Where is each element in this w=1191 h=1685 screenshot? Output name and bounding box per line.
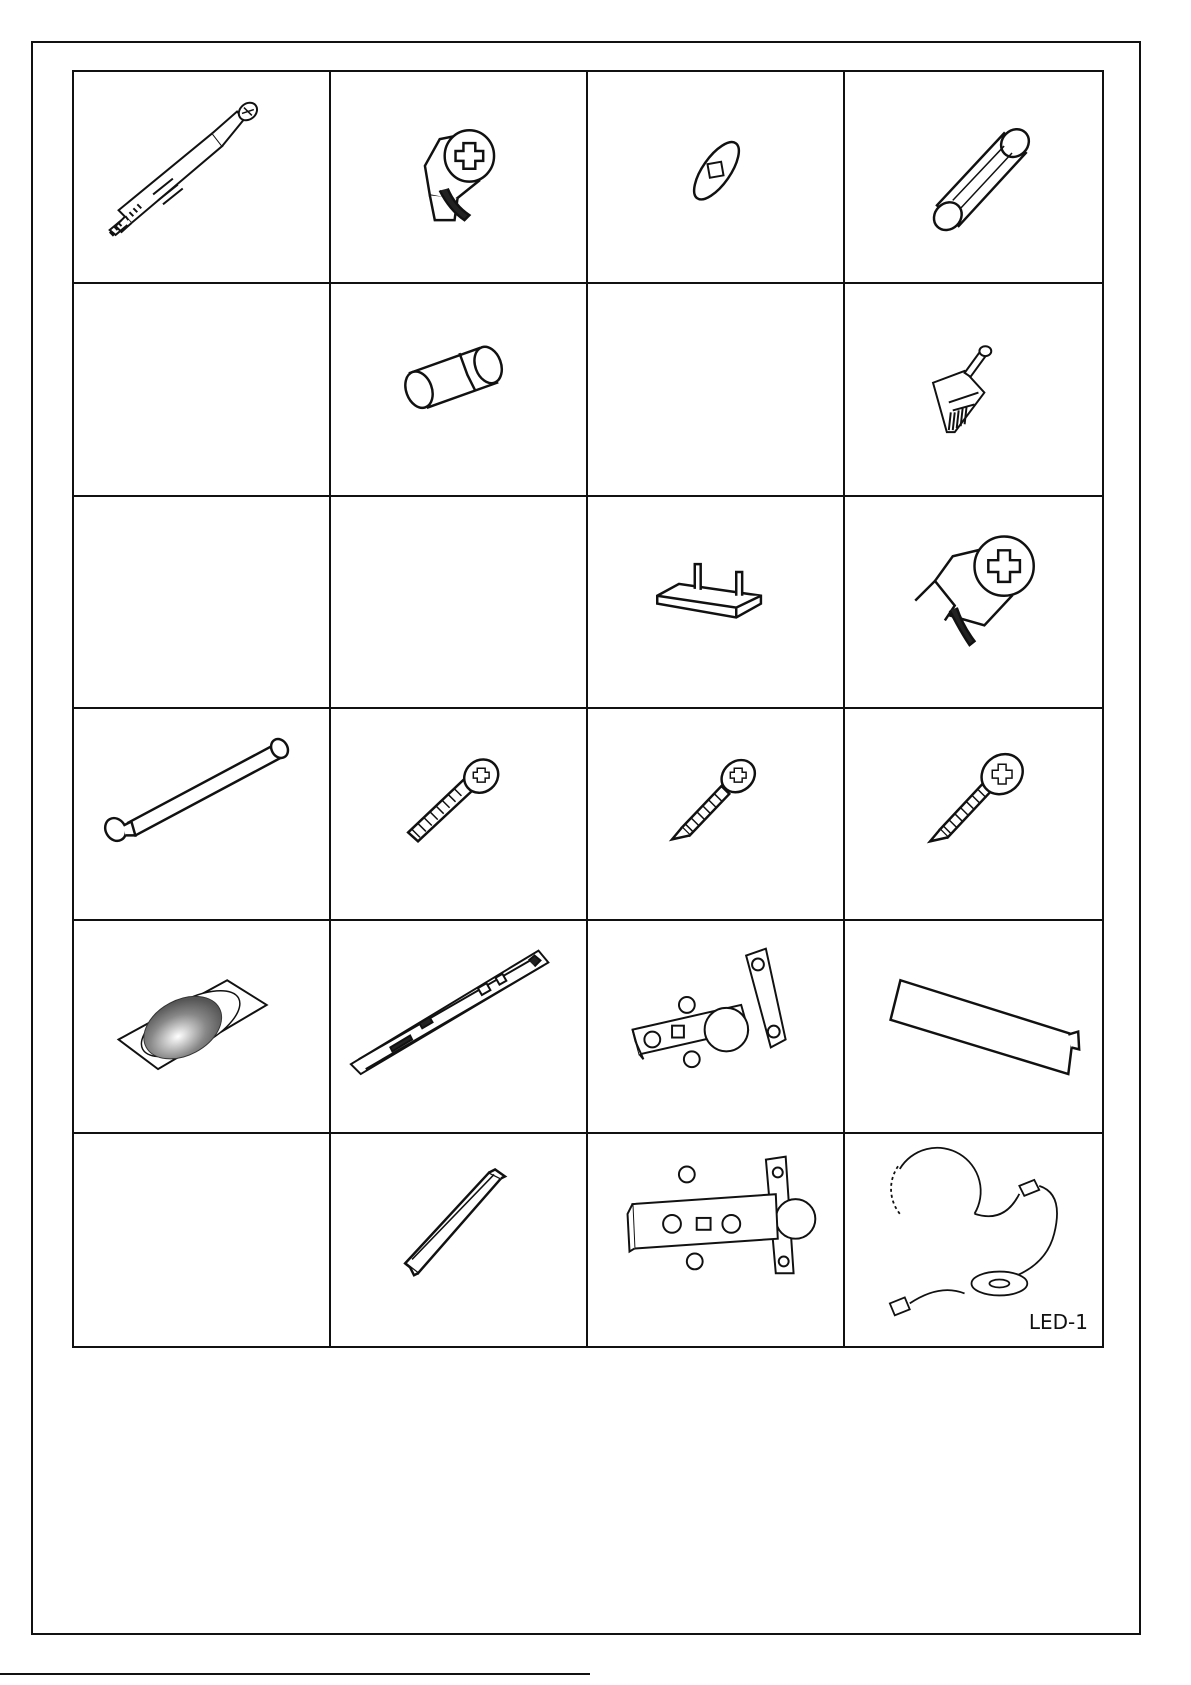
cell-wood-screw-small <box>588 709 845 921</box>
hinge-icon <box>588 1134 843 1346</box>
edge-strip-icon <box>331 1134 586 1346</box>
recessed-handle-icon <box>74 921 329 1131</box>
cell-recessed-handle <box>74 921 331 1133</box>
footer-rule <box>0 1673 590 1675</box>
cell-hinge-side <box>588 1134 845 1346</box>
cam-lock-icon <box>331 72 586 282</box>
cell-drawer-slide <box>331 921 588 1133</box>
cell-corner-bracket <box>845 284 1102 496</box>
cell-hinge <box>588 921 845 1133</box>
hinge-icon <box>588 921 843 1131</box>
wood-screw-icon <box>588 709 843 919</box>
cell-led-light <box>845 1134 1102 1346</box>
cell-empty <box>588 284 845 496</box>
staple-pad-icon <box>588 497 843 707</box>
machine-screw-icon <box>331 709 586 919</box>
cell-shelf-pin <box>331 284 588 496</box>
cell-cam-bolt <box>74 72 331 284</box>
shelf-pin-icon <box>331 284 586 494</box>
cell-washer <box>588 72 845 284</box>
cell-staple-pad <box>588 497 845 709</box>
cell-dowel <box>845 72 1102 284</box>
cam-bolt-icon <box>74 72 329 282</box>
drawer-slide-icon <box>331 921 586 1131</box>
cam-lock-icon <box>845 497 1102 707</box>
cell-wood-screw-large <box>845 709 1102 921</box>
dowel-icon <box>845 72 1102 282</box>
led-label: LED-1 <box>1028 1309 1088 1334</box>
cell-empty <box>74 1134 331 1346</box>
cell-cam-lock <box>331 72 588 284</box>
cell-cover-strip <box>845 921 1102 1133</box>
corner-bracket-icon <box>845 284 1102 494</box>
parts-grid <box>72 70 1104 1348</box>
cell-empty <box>74 284 331 496</box>
cell-cam-lock-large <box>845 497 1102 709</box>
connector-rod-icon <box>74 709 329 919</box>
cell-empty <box>331 497 588 709</box>
washer-icon <box>588 72 843 282</box>
cover-strip-icon <box>845 921 1102 1131</box>
cell-empty <box>74 497 331 709</box>
wood-screw-icon <box>845 709 1102 919</box>
cell-connector-rod <box>74 709 331 921</box>
cell-machine-screw <box>331 709 588 921</box>
cell-edge-strip <box>331 1134 588 1346</box>
